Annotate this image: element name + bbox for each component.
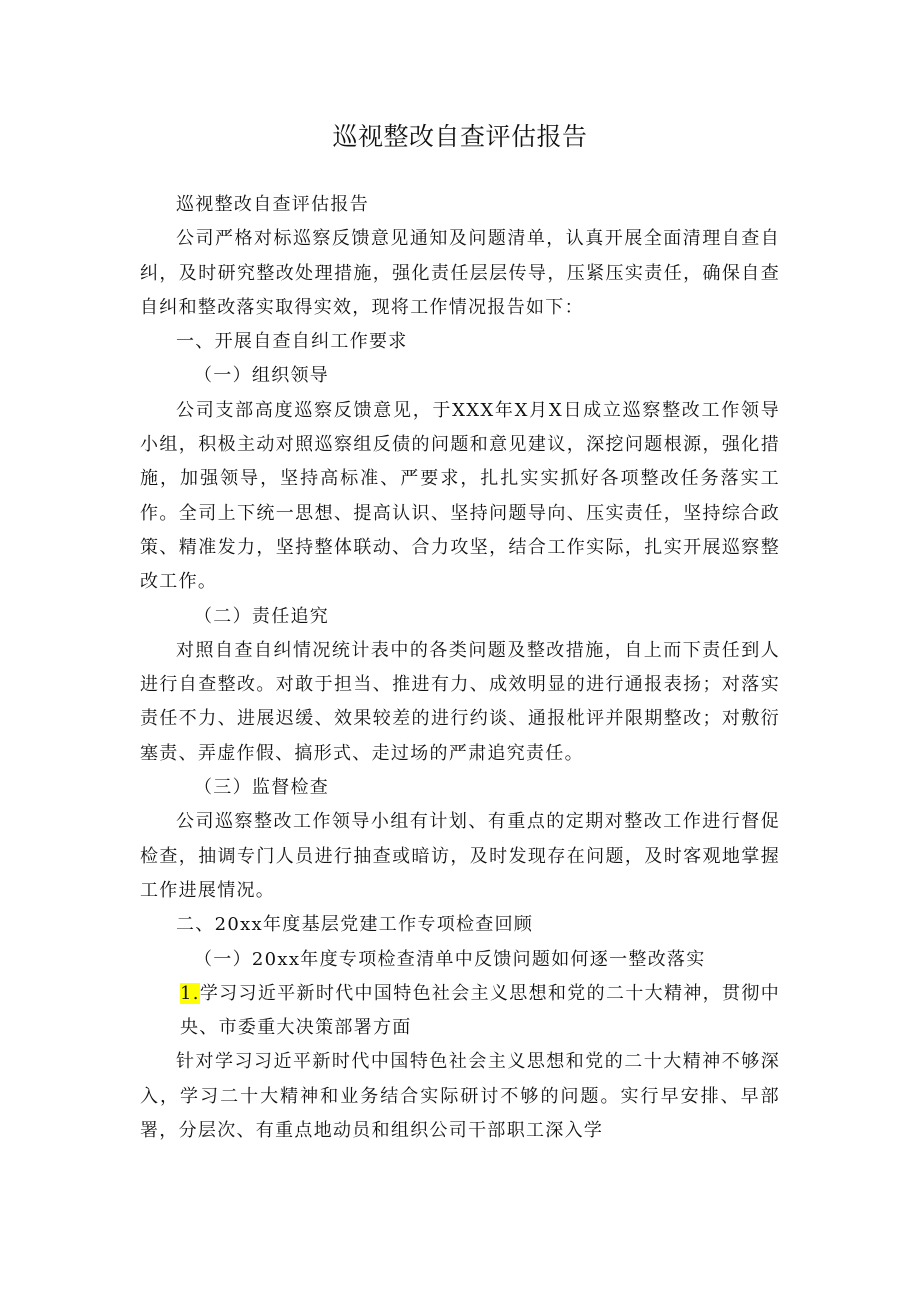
heading-section-1: 一、开展自查自纠工作要求 (176, 331, 408, 353)
highlighted-number: 1. (180, 982, 200, 1004)
paragraph-organization: 公司支部高度巡察反馈意见，于XXX年X月X日成立巡察整改工作领导小组，积极主动对照巡察组反债的问题和意见建议，深挖问题根源，强化措施，加强领导，坚持高标准、严要求，扎扎实实抓好各项整改任务落实工作。全司上下统一思想、提高认识、坚持问题导向、压实责任，坚持综合政策、精准发力，坚持整体联动、合力攻坚，结合工作实际，扎实开展巡察整改工作。 (140, 399, 780, 593)
paragraph-study: 针对学习习近平新时代中国特色社会主义思想和党的二十大精神不够深入，学习二十大精神和业务结合实际研讨不够的问题。实行早安排、早部署，分层次、有重点地动员和组织公司干部职工深入学 (140, 1051, 780, 1142)
heading-organization: （一）组织领导 (194, 365, 330, 387)
heading-review-list: （一）20xx年度专项检查清单中反馈问题如何逐一整改落实 (194, 948, 706, 970)
list-item-1-text: 学习习近平新时代中国特色社会主义思想和党的二十大精神，贯彻中央、市委重大决策部署方面 (180, 982, 780, 1039)
heading-section-2: 二、20xx年度基层党建工作专项检查回顾 (176, 914, 534, 936)
paragraph-accountability: 对照自查自纠情况统计表中的各类问题及整改措施，自上而下责任到人进行自查整改。对敢于担当、推进有力、成效明显的进行通报表扬；对落实责任不力、进展迟缓、效果较差的进行约谈、通报枇评并限期整改；对敷衍塞责、弄虚作假、搞形式、走过场的严肃追究责任。 (140, 639, 780, 764)
document-body (140, 188, 780, 1148)
paragraph-intro: 公司严格对标巡察反馈意见通知及问题清单，认真开展全面清理自查自纠，及时研究整改处理措施，强化责任层层传导，压紧压实责任，确保自查自纠和整改落实取得实效，现将工作情况报告如下： (140, 228, 780, 318)
list-item-1 (140, 977, 780, 1046)
paragraph-subtitle: 巡视整改自查评估报告 (176, 194, 369, 215)
document-title: 巡视整改自查评估报告 (332, 122, 588, 151)
heading-supervision: （三）监督检查 (194, 777, 330, 799)
paragraph-supervision: 公司巡察整改工作领导小组有计划、有重点的定期对整改工作进行督促检查，抽调专门人员进行抽查或暗访，及时发现存在问题，及时客观地掌握工作进展情况。 (140, 811, 780, 901)
heading-accountability: （二）责任追究 (194, 605, 330, 627)
